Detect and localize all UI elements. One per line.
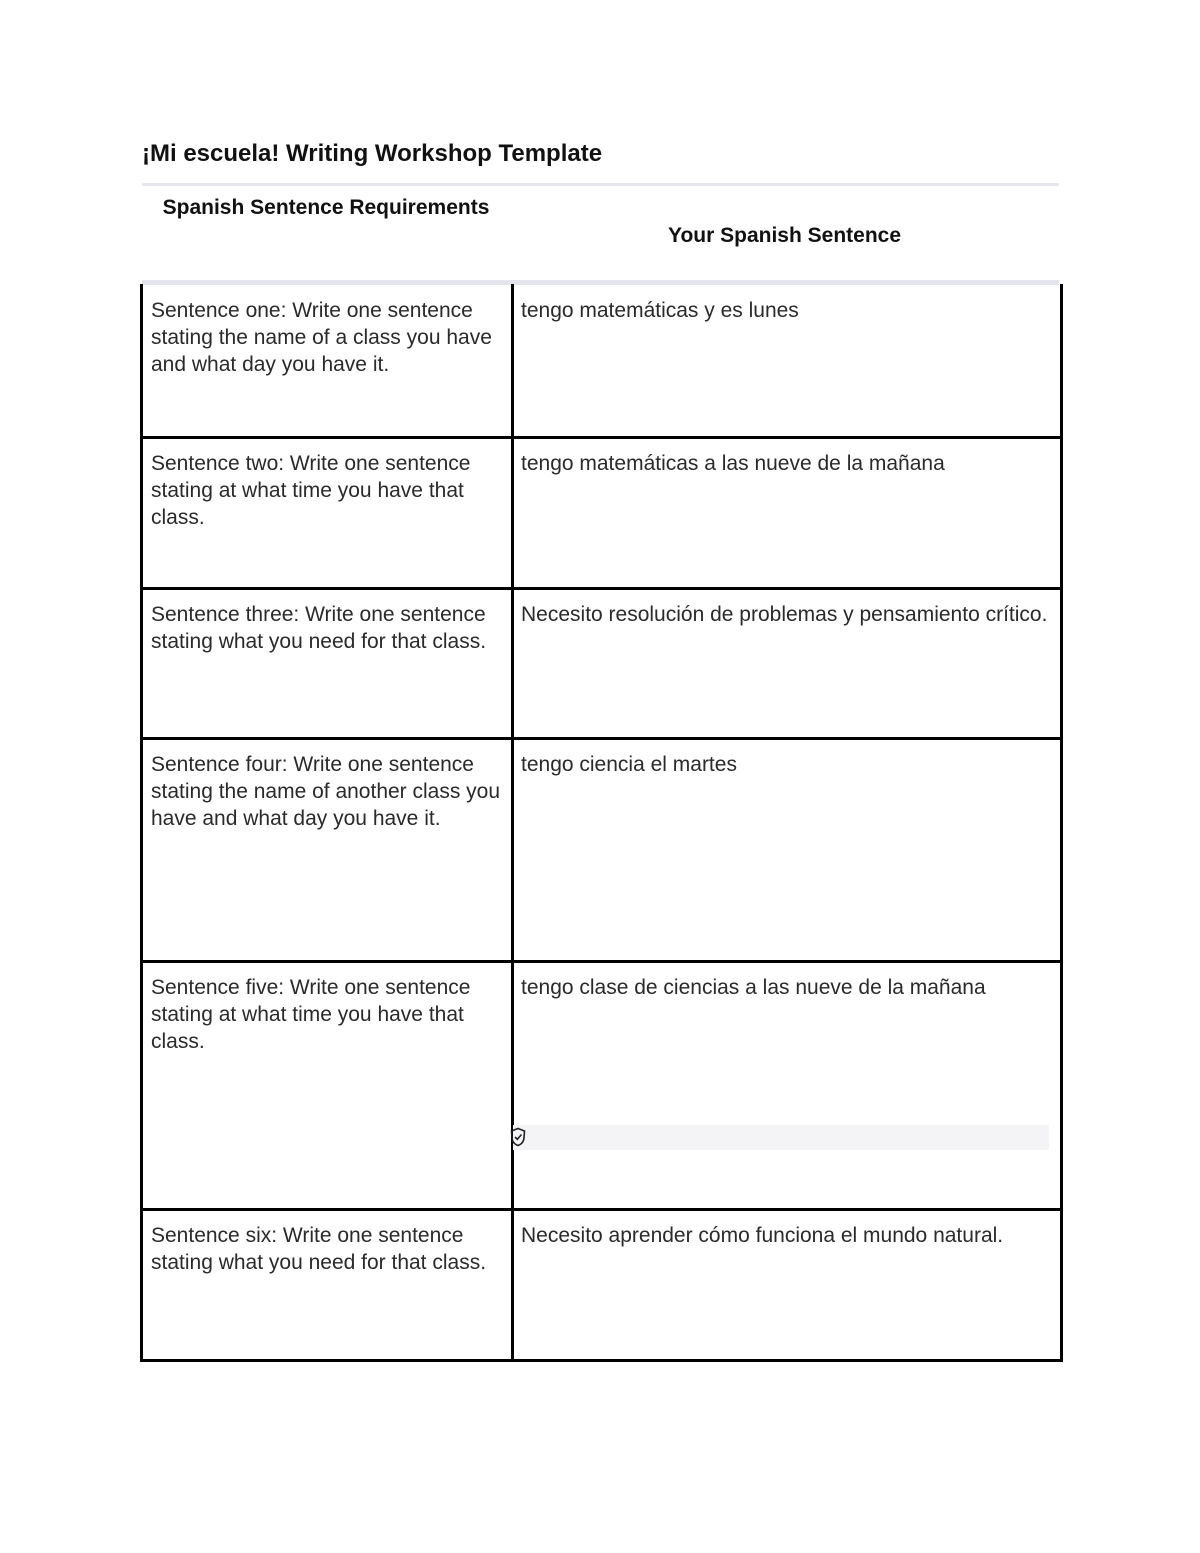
shield-check-icon[interactable] bbox=[509, 1127, 527, 1147]
requirement-cell-1: Sentence one: Write one sentence stating the name of a class you have and what day you have it. bbox=[151, 299, 492, 376]
requirement-cell-3: Sentence three: Write one sentence stating what you need for that class. bbox=[151, 603, 487, 653]
requirement-cell-5: Sentence five: Write one sentence stating at what time you have that class. bbox=[151, 976, 471, 1053]
answer-cell-6[interactable]: Necesito aprender cómo funciona el mundo natural. bbox=[521, 1224, 1004, 1247]
answer-cell-2[interactable]: tengo matemáticas a las nueve de la mañana bbox=[521, 452, 945, 475]
answer-cell-3[interactable]: Necesito resolución de problemas y pensamiento crítico. bbox=[521, 603, 1048, 626]
requirement-cell-4: Sentence four: Write one sentence stating the name of another class you have and what day you have it. bbox=[151, 753, 501, 830]
title-divider bbox=[142, 183, 1059, 186]
row-divider bbox=[143, 960, 1060, 963]
row-divider bbox=[143, 587, 1060, 590]
row-divider bbox=[143, 737, 1060, 740]
requirement-cell-2: Sentence two: Write one sentence stating at what time you have that class. bbox=[151, 452, 471, 529]
row-divider bbox=[143, 436, 1060, 439]
answer-cell-5[interactable]: tengo clase de ciencias a las nueve de la mañana bbox=[521, 976, 986, 999]
row-divider bbox=[143, 1208, 1060, 1211]
document-title: ¡Mi escuela! Writing Workshop Template bbox=[142, 140, 603, 167]
answer-cell-1[interactable]: tengo matemáticas y es lunes bbox=[521, 299, 799, 322]
header-requirements: Spanish Sentence Requirements bbox=[162, 196, 490, 219]
edit-highlight-bar bbox=[513, 1125, 1049, 1150]
header-your-sentence: Your Spanish Sentence bbox=[668, 224, 901, 247]
column-divider bbox=[511, 284, 514, 1359]
requirement-cell-6: Sentence six: Write one sentence stating what you need for that class. bbox=[151, 1224, 487, 1274]
answer-cell-4[interactable]: tengo ciencia el martes bbox=[521, 753, 737, 776]
